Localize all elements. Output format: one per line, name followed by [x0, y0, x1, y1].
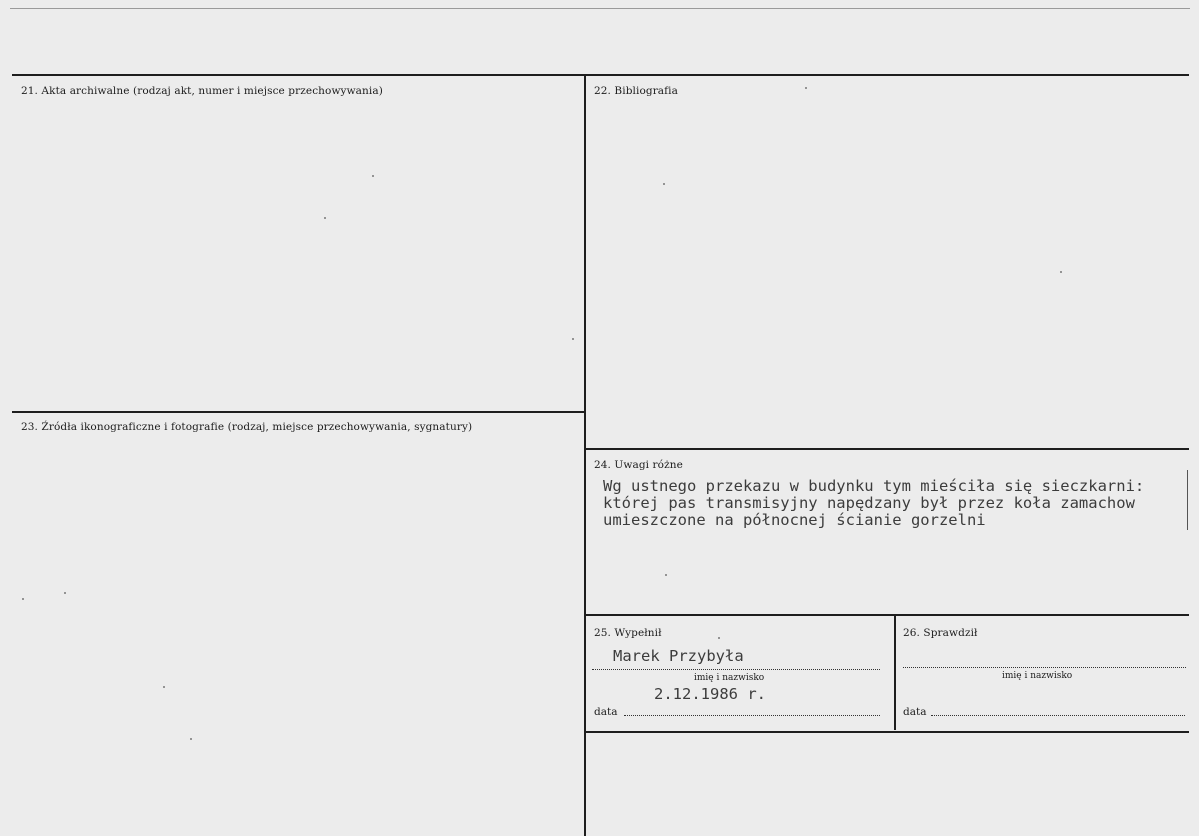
divider-22-24: [585, 448, 1189, 450]
filled-by-name-line: [592, 669, 880, 670]
divider-25-26: [894, 615, 896, 730]
divider-24-25: [585, 614, 1189, 616]
scan-speck: [718, 637, 720, 639]
header-divider: [12, 74, 1189, 76]
section-25-label: 25. Wypełnił: [594, 627, 662, 639]
scan-speck: [663, 183, 665, 185]
center-divider: [584, 75, 586, 836]
divider-25-bottom: [585, 731, 1189, 733]
scan-speck: [372, 175, 374, 177]
checked-by-name-caption: imię i nazwisko: [1002, 671, 1073, 681]
filled-by-date-label: data: [594, 706, 618, 718]
filled-by-date: 2.12.1986 r.: [654, 685, 766, 703]
filled-by-date-line: [624, 715, 880, 716]
filled-by-name: Marek Przybyła: [613, 647, 744, 665]
section-23-label: 23. Źródła ikonograficzne i fotografie (rodzaj, miejsce przechowywania, sygnatury): [21, 421, 473, 433]
top-edge-line: [10, 8, 1190, 9]
section-26-label: 26. Sprawdził: [903, 627, 978, 639]
checked-by-date-line: [931, 715, 1185, 716]
remarks-line-3: umieszczone na północnej ścianie gorzelni: [603, 511, 986, 529]
scan-speck: [324, 217, 326, 219]
section-24-label: 24. Uwagi różne: [594, 459, 683, 471]
scan-speck: [572, 338, 574, 340]
remarks-line-1: Wg ustnego przekazu w budynku tym mieściła się sieczkarni:: [603, 477, 1145, 495]
remarks-line-2: której pas transmisyjny napędzany był przez koła zamachow: [603, 494, 1135, 512]
scan-speck: [22, 598, 24, 600]
scan-speck: [1060, 271, 1062, 273]
checked-by-name-line: [903, 667, 1186, 668]
checked-by-date-label: data: [903, 706, 927, 718]
filled-by-name-caption: imię i nazwisko: [694, 673, 765, 683]
right-edge-mark: [1187, 470, 1188, 530]
scan-speck: [64, 592, 66, 594]
scan-speck: [805, 87, 807, 89]
scan-speck: [665, 574, 667, 576]
section-22-label: 22. Bibliografia: [594, 85, 678, 97]
section-21-label: 21. Akta archiwalne (rodzaj akt, numer i miejsce przechowywania): [21, 85, 383, 97]
divider-21-23: [12, 411, 585, 413]
scan-speck: [163, 686, 165, 688]
scan-speck: [190, 738, 192, 740]
